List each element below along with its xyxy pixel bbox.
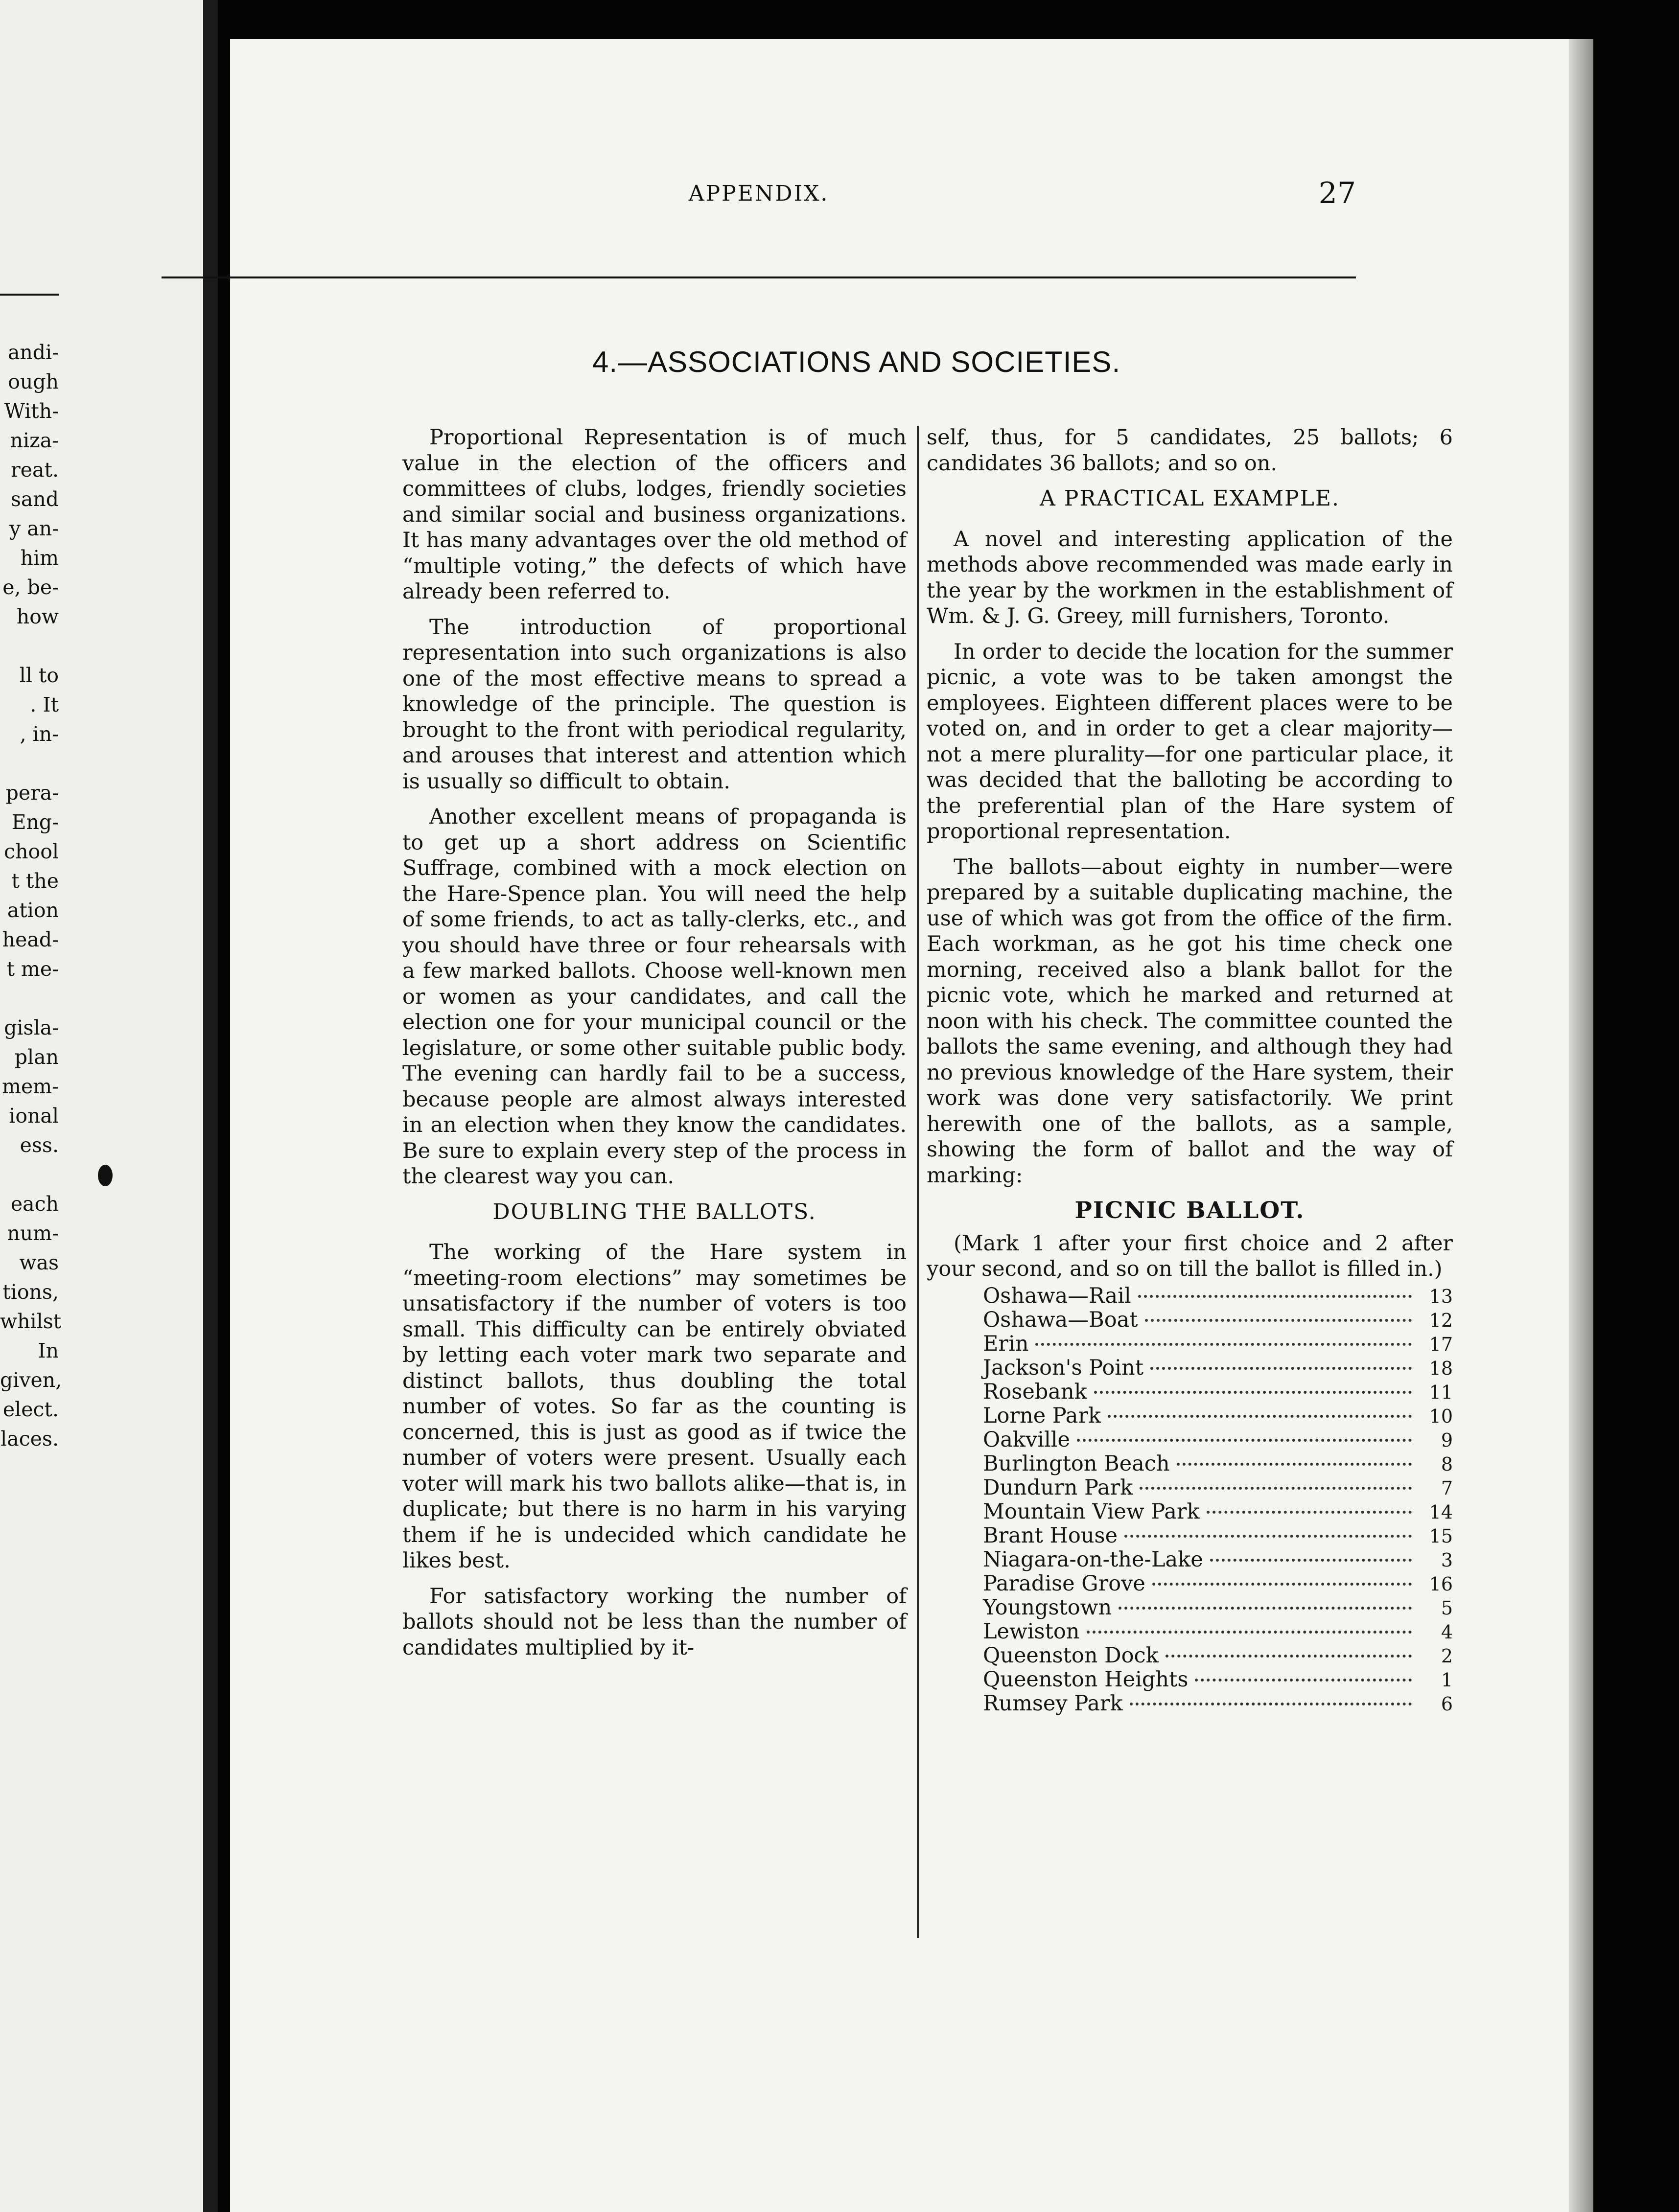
ballot-place: Burlington Beach [983, 1451, 1170, 1476]
ballot-row [983, 1692, 1453, 1716]
facing-page-line: tions, [2, 1280, 59, 1304]
ballot-mark: 3 [1441, 1549, 1453, 1571]
facing-page-line: ll to [19, 664, 59, 687]
paragraph: Proportional Representation is of much value in the election of the officers and committees of clubs, lodges, friendly societies and similar social and business organizations. It has many advantages over the old method of “multiple voting,” the defects of which have already been referred to. [402, 425, 907, 604]
facing-page-line: reat. [11, 458, 59, 482]
facing-page-line: t the [11, 869, 59, 893]
ballot-row [983, 1332, 1453, 1356]
paragraph: A novel and interesting application of the methods above recommended was made early in the year by the workmen in the establishment of Wm. & J. G. Greey, mill furnishers, Toronto. [927, 527, 1453, 628]
facing-page-line: how [16, 605, 59, 628]
facing-page-line: sand [10, 487, 59, 511]
facing-page-line: y an- [9, 517, 59, 540]
ballot-place: Niagara-on-the-Lake [983, 1547, 1203, 1572]
facing-page-line: niza- [10, 429, 59, 452]
gutter-shadow [203, 0, 218, 2212]
paragraph-continuation: self, thus, for 5 candidates, 25 ballots; 6 candidates 36 ballots; and so on. [927, 425, 1453, 476]
ballot-place: Queenston Dock [983, 1643, 1159, 1668]
ballot-row [983, 1548, 1453, 1572]
paragraph: Another excellent means of propaganda is to get up a short address on Scientific Suffrage, combined with a mock election on the Hare-Spence plan. You will need the help of some friends, to act as tally-clerks, etc., and you should have three or four rehearsals with a few marked ballots. Choose well-known men or women as your candidates, and call the election one for your municipal council or the legislature, or some other suitable public body. The evening can hardly fail to be a success, because people are almost always interested in an election when they know the candidates. Be sure to explain every step of the process in the clearest way you can. [402, 805, 907, 1189]
facing-page-line: . It [30, 693, 59, 716]
leader-dots [1094, 1391, 1412, 1394]
subheading-example: A PRACTICAL EXAMPLE. [1040, 486, 1340, 511]
page-edge [1569, 39, 1593, 2212]
facing-page-line: laces. [0, 1427, 59, 1451]
facing-page-line: pera- [5, 781, 59, 805]
leader-dots [1177, 1463, 1412, 1466]
leader-dots [1108, 1415, 1412, 1418]
facing-page-line: was [19, 1251, 59, 1274]
leader-dots [1087, 1631, 1412, 1634]
paragraph: The ballots—about eighty in number—were prepared by a suitable duplicating machine, the use of which was got from the office of the firm. Each workman, as he got his time check one morning, received also a blank ballot for the picnic vote, which he marked and returned at noon with his check. The committee counted the ballots the same evening, and although they had no previous knowledge of the Hare system, their work was done very satisfactorily. We print herewith one of the ballots, as a sample, showing the form of ballot and the way of marking: [927, 854, 1453, 1188]
ballot-place: Brant House [983, 1523, 1118, 1548]
facing-page-line: mem- [2, 1075, 59, 1098]
ballot-mark: 9 [1441, 1429, 1453, 1451]
leader-dots [1077, 1439, 1412, 1442]
left-column [402, 425, 907, 1670]
ballot-row [983, 1596, 1453, 1620]
leader-dots [1140, 1487, 1412, 1490]
right-column [927, 425, 1453, 1716]
leader-dots [1150, 1367, 1412, 1370]
ballot-row [983, 1668, 1453, 1692]
paragraph: In order to decide the location for the summer picnic, a vote was to be taken amongst the employees. Eighteen different places were to be voted on, and in order to get a clear majority—not a mere plurality—for one particular place, it was decided that the balloting be according to the preferential plan of the Hare system of proportional representation. [927, 639, 1453, 844]
ballot-mark: 8 [1441, 1453, 1453, 1475]
paragraph: The introduction of proportional representation into such organizations is also one of the most effective means to spread a knowledge of the principle. The question is brought to the front with periodical regularity, and arouses that interest and attention which is usually so difficult to obtain. [402, 615, 907, 794]
ballot-mark: 14 [1429, 1501, 1453, 1523]
facing-page-line: each [10, 1192, 59, 1216]
leader-dots [1124, 1535, 1412, 1538]
ballot-row [983, 1476, 1453, 1500]
ballot-row [983, 1428, 1453, 1452]
leader-dots [1207, 1511, 1412, 1514]
facing-page-line: ough [8, 370, 59, 393]
leader-dots [1210, 1559, 1412, 1562]
ballot-mark: 6 [1441, 1693, 1453, 1715]
ballot-mark: 18 [1429, 1357, 1453, 1379]
facing-page-line: num- [7, 1221, 59, 1245]
facing-page-rule [0, 294, 59, 296]
ballot-mark: 5 [1441, 1597, 1453, 1619]
ballot-mark: 10 [1429, 1405, 1453, 1427]
paragraph: The working of the Hare system in “meeting-room elections” may sometimes be unsatisfactory if the number of voters is too small. This difficulty can be entirely obviated by letting each voter mark two separate and distinct ballots, thus doubling the total number of votes. So far as the counting is concerned, this is just as good as if twice the number of voters were present. Usually each voter will mark his two ballots alike—that is, in duplicate; but there is no harm in his varying them if he is undecided which candidate he likes best. [402, 1240, 907, 1573]
leader-dots [1195, 1679, 1412, 1682]
facing-page-line [0, 1160, 59, 1189]
leader-dots [1130, 1703, 1412, 1705]
running-title: APPENDIX. [688, 181, 829, 206]
ballot-row [983, 1500, 1453, 1524]
ballot-row [983, 1284, 1453, 1308]
facing-page-line [0, 984, 59, 1013]
ballot-mark: 1 [1441, 1669, 1453, 1691]
section-title: 4.—ASSOCIATIONS AND SOCIETIES. [592, 346, 1121, 378]
leader-dots [1145, 1319, 1412, 1322]
ballot-mark: 7 [1441, 1477, 1453, 1499]
ballot-row [983, 1308, 1453, 1332]
ballot-place: Queenston Heights [983, 1667, 1189, 1692]
ballot-place: Erin [983, 1331, 1029, 1356]
ballot-mark: 4 [1441, 1621, 1453, 1643]
ballot-row [983, 1452, 1453, 1476]
facing-page-line: gisla- [4, 1016, 59, 1039]
ballot-instructions: (Mark 1 after your first choice and 2 after your second, and so on till the ballot is filled in.) [927, 1231, 1453, 1281]
leader-dots [1138, 1295, 1412, 1298]
ballot-list [927, 1284, 1453, 1716]
header-rule [162, 276, 1356, 278]
facing-page-line [0, 631, 59, 661]
ballot-place: Oakville [983, 1427, 1070, 1452]
facing-page-line: Eng- [11, 810, 59, 834]
ballot-place: Oshawa—Rail [983, 1283, 1131, 1308]
facing-page-line: , in- [20, 722, 59, 746]
ballot-place: Dundurn Park [983, 1475, 1133, 1500]
ballot-place: Lorne Park [983, 1403, 1101, 1428]
facing-page-line: In [38, 1339, 59, 1362]
ballot-place: Jackson's Point [983, 1355, 1144, 1380]
facing-page-line: ess. [20, 1133, 59, 1157]
ink-blot [98, 1165, 113, 1186]
facing-page-line: given, [0, 1368, 62, 1392]
facing-page-line: With- [4, 399, 59, 423]
ballot-row [983, 1644, 1453, 1668]
ballot-mark: 15 [1429, 1525, 1453, 1547]
facing-page-fragment [0, 0, 218, 2212]
page-number: 27 [1318, 176, 1356, 210]
leader-dots [1152, 1583, 1412, 1586]
leader-dots [1166, 1655, 1412, 1658]
facing-page-line [0, 749, 59, 778]
facing-page-text [0, 338, 62, 1453]
ballot-place: Mountain View Park [983, 1499, 1200, 1524]
ballot-place: Rumsey Park [983, 1691, 1123, 1716]
running-head [162, 176, 1356, 225]
facing-page-line: t me- [6, 957, 59, 981]
facing-page-line: chool [4, 840, 59, 863]
facing-page-line: ional [9, 1104, 59, 1128]
facing-page-line: plan [14, 1045, 59, 1069]
ballot-row [983, 1380, 1453, 1404]
facing-page-line: elect. [2, 1398, 59, 1421]
ballot-mark: 13 [1429, 1285, 1453, 1307]
facing-page-line: him [20, 546, 59, 570]
ballot-mark: 12 [1429, 1309, 1453, 1331]
column-divider [917, 426, 919, 1938]
ballot-place: Paradise Grove [983, 1571, 1145, 1596]
ballot-row [983, 1524, 1453, 1548]
subheading-doubling: DOUBLING THE BALLOTS. [492, 1199, 816, 1224]
leader-dots [1119, 1607, 1412, 1610]
ballot-place: Rosebank [983, 1379, 1087, 1404]
ballot-mark: 17 [1429, 1333, 1453, 1355]
ballot-row [983, 1356, 1453, 1380]
ballot-row [983, 1404, 1453, 1428]
facing-page-line: e, be- [2, 576, 59, 599]
leader-dots [1035, 1343, 1412, 1346]
facing-page-line: head- [2, 928, 59, 951]
facing-page-line: andi- [7, 341, 59, 364]
ballot-place: Lewiston [983, 1619, 1080, 1644]
facing-page-line: ation [7, 899, 59, 922]
facing-page-line: whilst [0, 1310, 62, 1333]
ballot-row [983, 1620, 1453, 1644]
ballot-mark: 2 [1441, 1645, 1453, 1667]
ballot-place: Youngstown [983, 1595, 1112, 1620]
paragraph: For satisfactory working the number of ballots should not be less than the number of candidates multiplied by it- [402, 1584, 907, 1660]
ballot-title: PICNIC BALLOT. [1074, 1197, 1305, 1224]
ballot-mark: 16 [1429, 1573, 1453, 1595]
ballot-row [983, 1572, 1453, 1596]
ballot-place: Oshawa—Boat [983, 1307, 1138, 1332]
ballot-mark: 11 [1429, 1381, 1453, 1403]
